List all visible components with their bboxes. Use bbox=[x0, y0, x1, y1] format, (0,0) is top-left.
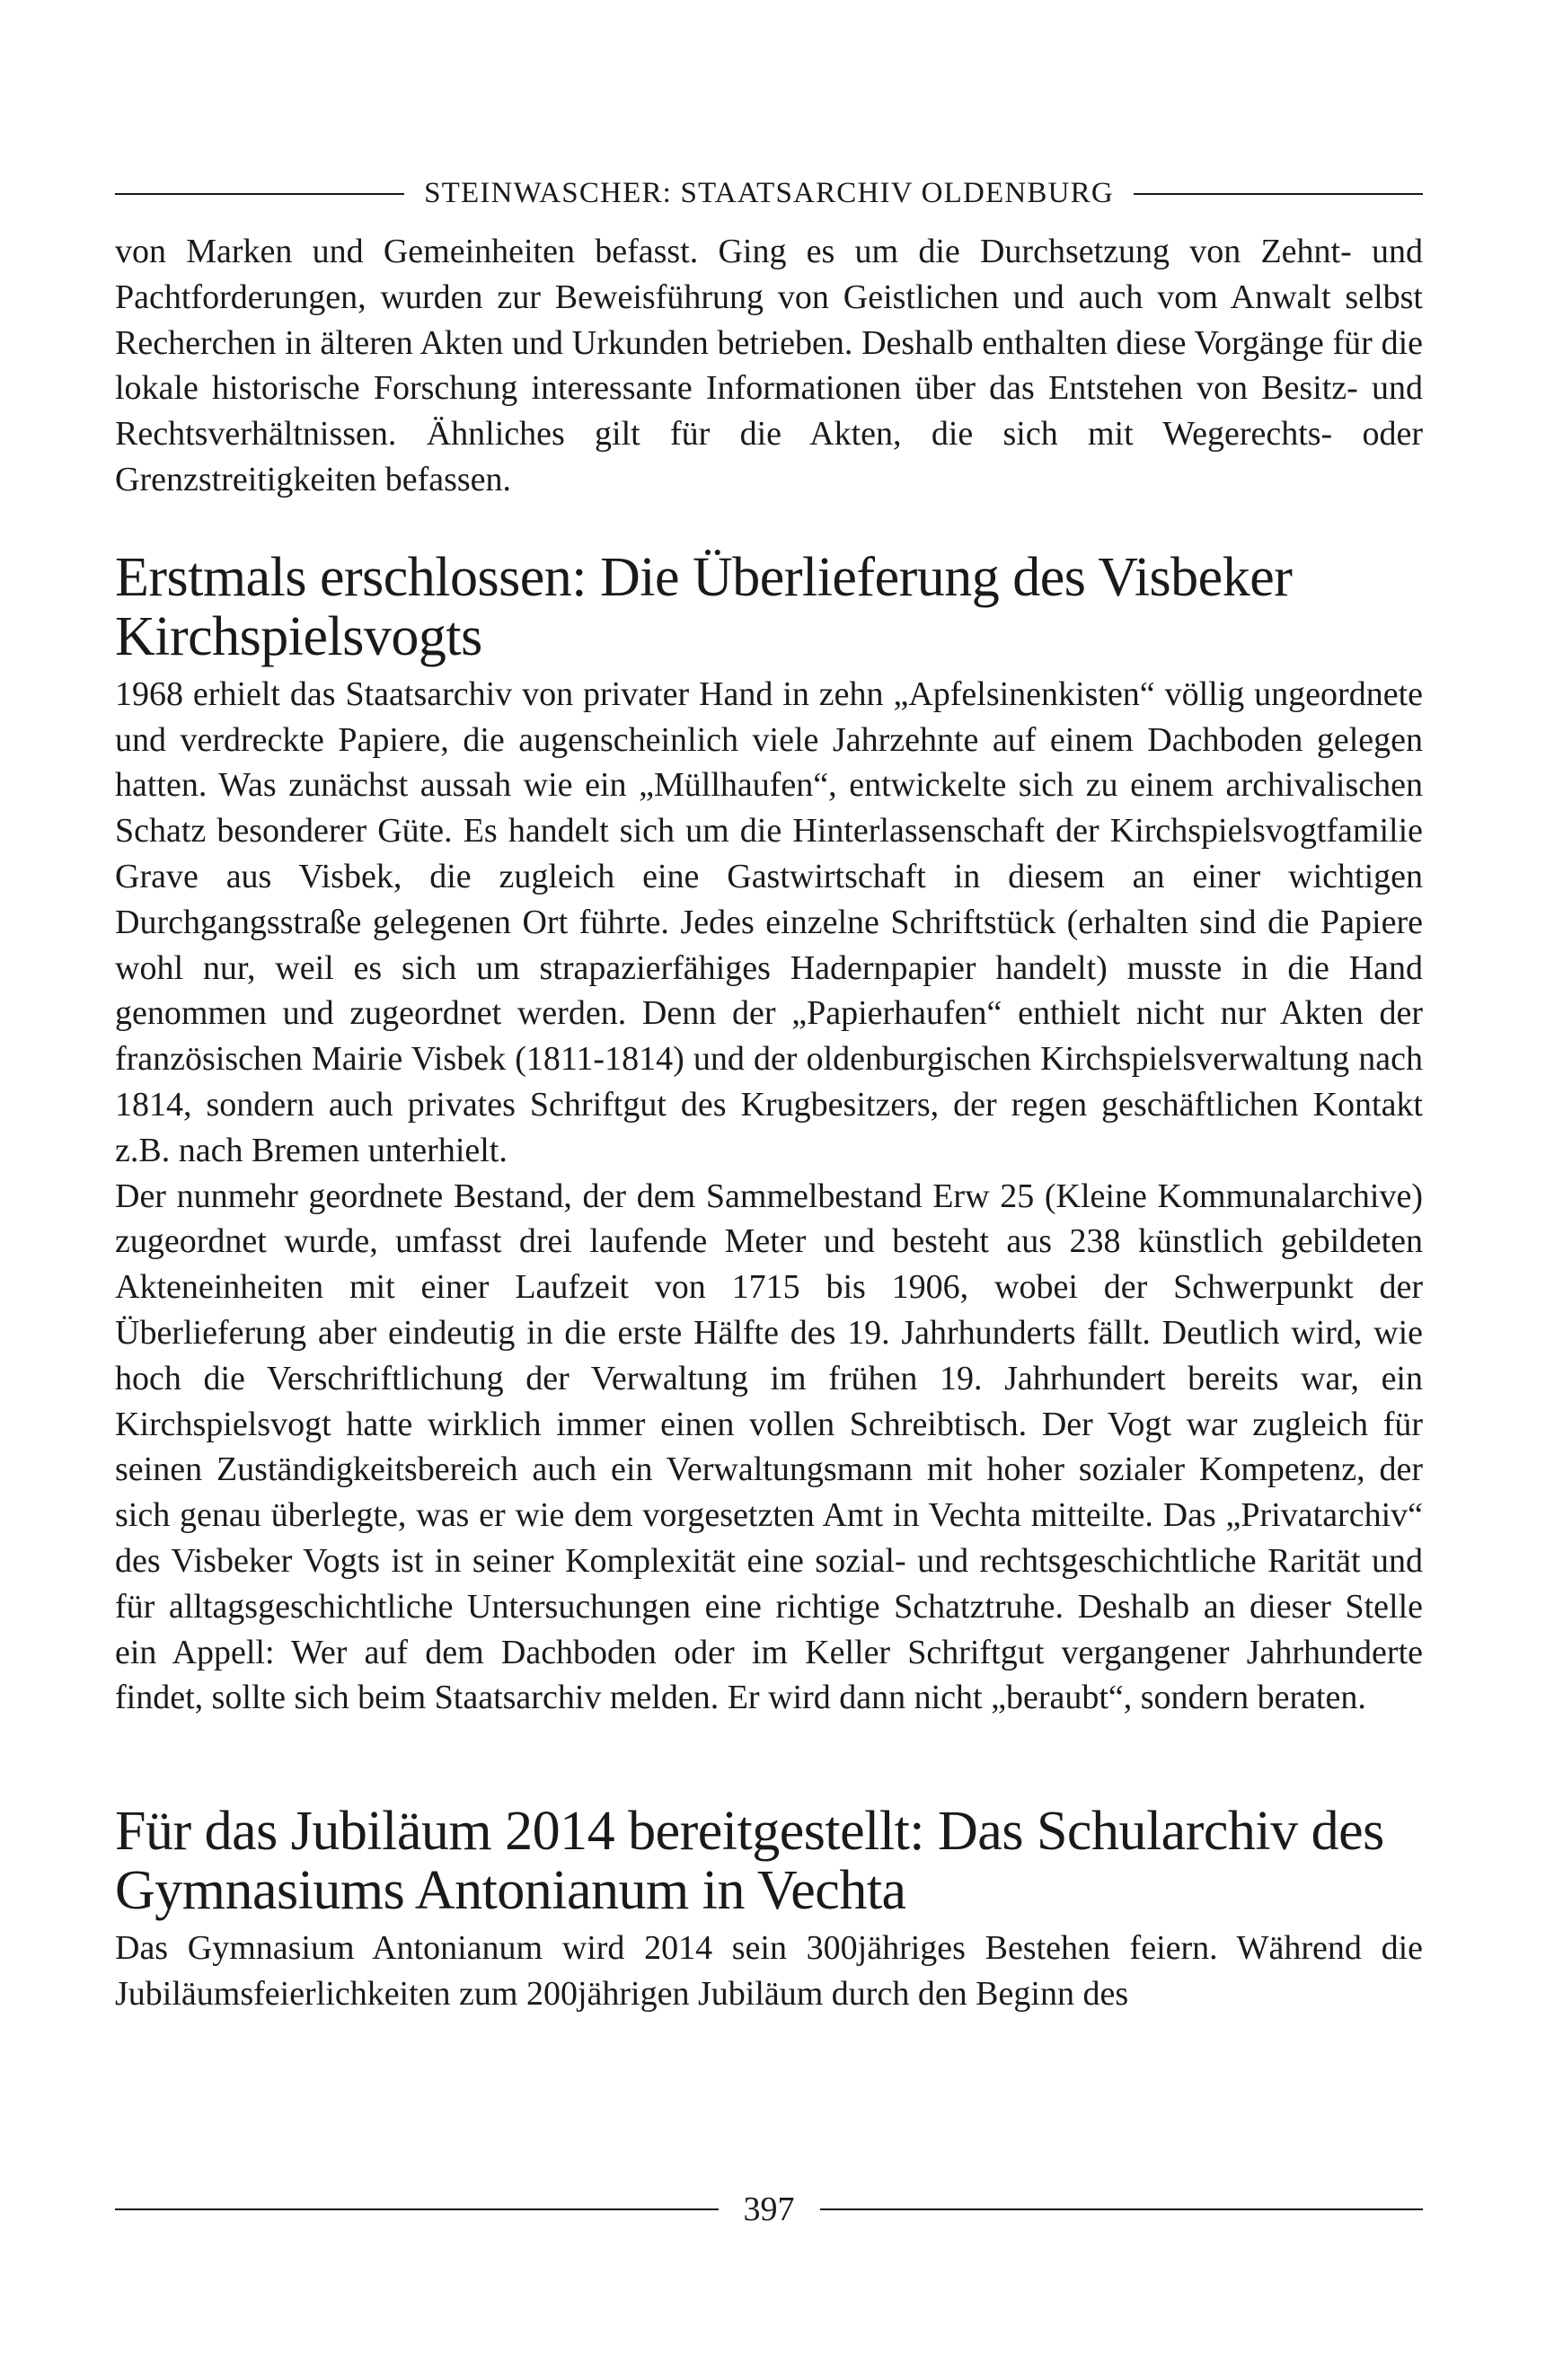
header-rule-right bbox=[1134, 193, 1423, 195]
body-paragraph-intro: von Marken und Gemeinheiten befasst. Ging es um die Durchsetzung von Zehnt- und Pachtforderungen, wurden zur Beweisführung von Geistlichen und auch vom Anwalt selbst Recherchen in älteren Akten und Urkunden betrieben. Deshalb enthalten diese Vorgänge für die lokale historische Forschung interessante Informationen über das Entstehen von Besitz- und Rechtsverhältnissen. Ähnliches gilt für die Akten, die sich mit Wegerechts- oder Grenzstreitigkeiten befassen. bbox=[115, 233, 1423, 498]
page-footer bbox=[115, 2190, 1423, 2229]
section-heading-visbek: Erstmals erschlossen: Die Überlieferung des Visbeker Kirchspielsvogts bbox=[115, 546, 1293, 667]
footer-rule-right bbox=[820, 2208, 1424, 2210]
body-paragraph-antonianum-1: Das Gymnasium Antonianum wird 2014 sein 300jähriges Bestehen feiern. Während die Jubiläumsfeierlichkeiten zum 200jährigen Jubiläum durch den Beginn des bbox=[115, 1929, 1423, 2013]
section-heading-antonianum: Für das Jubiläum 2014 bereitgestellt: Das Schularchiv des Gymnasiums Antonianum in Vechta bbox=[115, 1801, 1384, 1922]
body-paragraph-visbek-1: 1968 erhielt das Staatsarchiv von privater Hand in zehn „Apfelsinenkisten“ völlig ungeordnete und verdreckte Papiere, die augenscheinlich viele Jahrzehnte auf einem Dachboden gelegen hatten. Was zunächst aussah wie ein „Müllhaufen“, entwickelte sich zu einem archivalischen Schatz besonderer Güte. Es handelt sich um die Hinterlassenschaft der Kirchspielsvogtfamilie Grave aus Visbek, die zugleich eine Gastwirtschaft in diesem an einer wichtigen Durchgangsstraße gelegenen Ort führte. Jedes einzelne Schriftstück (erhalten sind die Papiere wohl nur, weil es sich um strapazierfähiges Hadernpapier handelt) musste in die Hand genommen und zugeordnet werden. Denn der „Papierhaufen“ enthielt nicht nur Akten der französischen Mairie Visbek (1811-1814) und der oldenburgischen Kirchspielsverwaltung nach 1814, sondern auch privates Schriftgut des Krugbesitzers, der regen geschäftlichen Kontakt z.B. nach Bremen unterhielt. bbox=[115, 674, 1423, 1169]
page-body bbox=[115, 229, 1423, 2017]
body-paragraph-visbek-2: Der nunmehr geordnete Bestand, der dem Sammelbestand Erw 25 (Kleine Kommunalarchive) zugeordnet wurde, umfasst drei laufende Meter und besteht aus 238 künstlich gebildeten Akteneinheiten mit einer Laufzeit von 1715 bis 1906, wobei der Schwerpunkt der Überlieferung aber eindeutig in die erste Hälfte des 19. Jahrhunderts fällt. Deutlich wird, wie hoch die Verschriftlichung der Verwaltung im frühen 19. Jahrhundert bereits war, ein Kirchspielsvogt hatte wirklich immer einen vollen Schreibtisch. Der Vogt war zugleich für seinen Zuständigkeitsbereich auch ein Verwaltungsmann mit hoher sozialer Kompetenz, der sich genau überlegte, was er wie dem vorgesetzten Amt in Vechta mitteilte. Das „Privatarchiv“ des Visbeker Vogts ist in seiner Komplexität eine sozial- und rechtsgeschichtliche Rarität und für alltagsgeschichtliche Untersuchungen eine richtige Schatztruhe. Deshalb an dieser Stelle ein Appell: Wer auf dem Dachboden oder im Keller Schriftgut vergangener Jahrhunderte findet, sollte sich beim Staatsarchiv melden. Er wird dann nicht „beraubt“, sondern beraten. bbox=[115, 1177, 1423, 1717]
header-rule-left bbox=[115, 193, 404, 195]
running-title: STEINWASCHER: STAATSARCHIV OLDENBURG bbox=[424, 177, 1114, 209]
running-header bbox=[115, 177, 1423, 210]
page-number: 397 bbox=[743, 2190, 795, 2228]
footer-rule-left bbox=[115, 2208, 719, 2210]
